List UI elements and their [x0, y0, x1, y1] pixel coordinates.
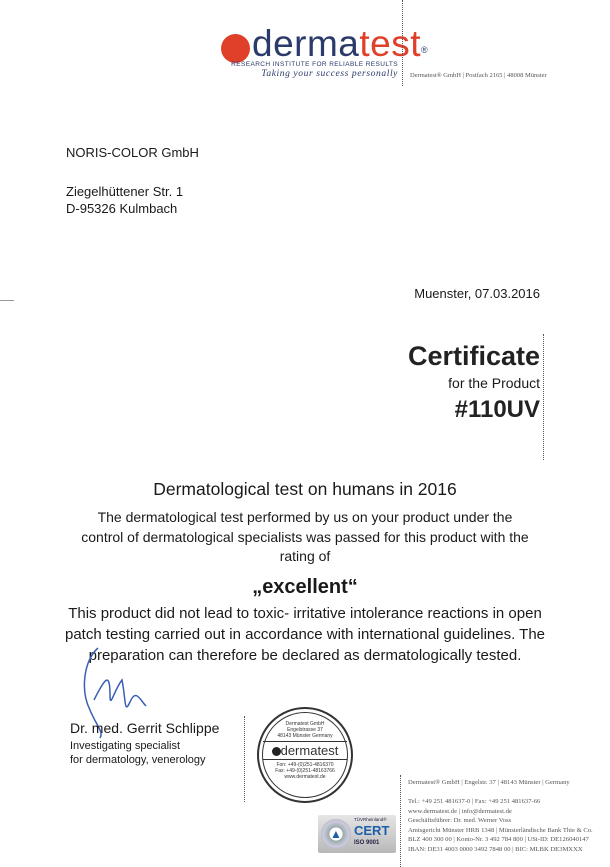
logo-tagline: Taking your success personally — [261, 69, 398, 79]
footer-line: Tel.: +49 251 481637-0 | Fax: +49 251 481637-66 — [408, 798, 541, 805]
footer-line: Geschäftsführer: Dr. med. Werner Voss — [408, 817, 512, 824]
footer-line: IBAN: DE31 4003 0000 3492 7848 00 | BIC: MLBK DE3MXXX — [408, 845, 583, 853]
para2-line1: This product did not lead to toxic- irritative intolerance reactions in open — [68, 605, 542, 622]
para1-line1: The dermatological test performed by us on your product under the — [97, 509, 513, 525]
certificate-divider — [543, 334, 544, 460]
para1-line2: control of dermatological specialists was passed for this product with the — [81, 529, 529, 545]
para1-line3: rating of — [279, 548, 331, 564]
stamp-fax: Fax: +49-(0)251-48163766 — [275, 768, 335, 774]
certificate-subtitle: for the Product — [448, 375, 540, 391]
footer-address: Dermatest® GmbH | Engelstr. 37 | 48143 Münster | Germany — [408, 779, 570, 786]
header-divider — [402, 0, 403, 86]
logo-subtitle: RESEARCH INSTITUTE FOR RELIABLE RESULTS — [231, 61, 398, 68]
stamp-line2: Engelstrasse 37 — [287, 727, 323, 733]
recipient-city: D-95326 Kulmbach — [66, 201, 178, 216]
logo-dark: derma — [252, 23, 360, 64]
rating: „excellent“ — [252, 576, 358, 598]
tuv-cert: CERT — [354, 823, 390, 838]
para2-line3: preparation can therefore be declared as dermatologically tested. — [88, 647, 522, 664]
signatory-role1: Investigating specialist — [70, 740, 181, 752]
para2-line2: patch testing carried out in accordance with international guidelines. The — [64, 626, 545, 643]
signatory-role2: for dermatology, venerology — [70, 754, 206, 766]
tuv-brand: TÜVRheinland® — [354, 817, 387, 822]
signature-divider — [244, 716, 245, 802]
footer-divider — [400, 775, 401, 867]
logo-registered: ® — [421, 45, 429, 55]
footer-line: Amtsgericht Münster HRB 1348 | Münsterländische Bank Thie & Co. — [408, 826, 593, 834]
signatory-name: Dr. med. Gerrit Schlippe — [70, 720, 220, 736]
certificate-title: Certificate — [407, 341, 540, 371]
test-heading: Dermatological test on humans in 2016 — [153, 479, 457, 499]
brand-logo-dot — [221, 34, 250, 63]
footer-details — [408, 797, 593, 854]
tuv-iso: ISO 9001 — [354, 840, 380, 846]
footer-line: BLZ 400 300 00 | Konto-Nr. 3 492 784 800 | USt-ID: DE126040147 — [408, 836, 589, 843]
stamp-logo: dermatest — [280, 743, 339, 758]
product-number: #110UV — [454, 396, 540, 423]
stamp-web: www.dermatest.de — [284, 774, 326, 780]
recipient-company: NORIS-COLOR GmbH — [66, 145, 199, 160]
logo-red: test — [359, 23, 422, 64]
company-stamp — [257, 707, 353, 803]
stamp-line3: 48143 Münster Germany — [277, 733, 333, 739]
stamp-phone: Fon: +49-(0)251-4816370 — [276, 762, 334, 768]
footer-line: www.dermatest.de | info@dermatest.de — [408, 807, 512, 815]
stamp-line1: Dermatest GmbH — [285, 721, 325, 727]
tuv-cert-badge — [318, 815, 396, 853]
date-line: Muenster, 07.03.2016 — [414, 286, 540, 301]
recipient-street: Ziegelhüttener Str. 1 — [66, 184, 184, 199]
margin-mark — [0, 300, 14, 301]
sender-line: Dermatest® GmbH | Postfach 2165 | 48008 Münster — [410, 72, 547, 79]
tuv-seal-icon: ▲ — [321, 819, 351, 849]
